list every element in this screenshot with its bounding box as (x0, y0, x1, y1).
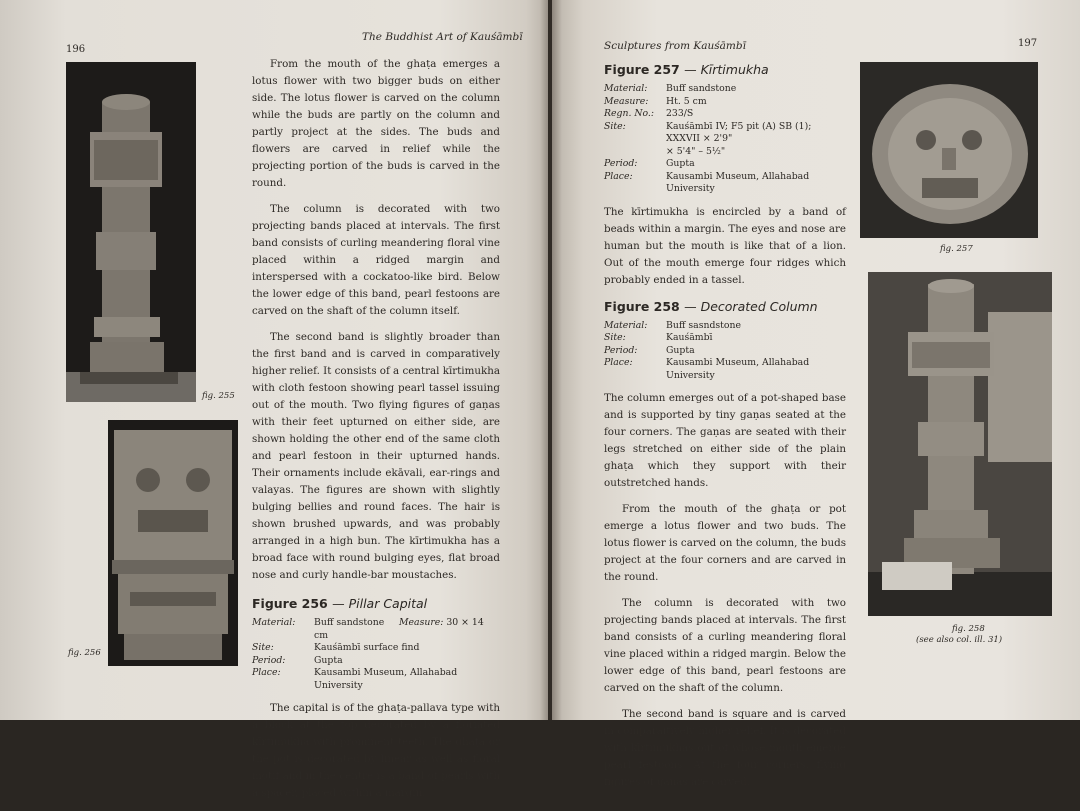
period-value: Gupta (314, 654, 343, 666)
page-number-right: 197 (1018, 38, 1038, 49)
left-page (0, 0, 548, 799)
site-label: Site: (604, 120, 626, 132)
figure-258-heading (604, 299, 846, 314)
place-label: Place: (604, 357, 633, 368)
paragraph (604, 501, 846, 586)
paragraph-text: The kīrtimukha is encircled by a band of beads within a margin. The eyes and nose are human but the mouth is like that of a lion. Out of the mouth emerge four ridges which probably ended in a tassel. (604, 205, 846, 286)
material-label: Material: (252, 617, 296, 628)
figure-256-photo (108, 420, 238, 666)
figure-257-photo (860, 62, 1038, 238)
page-number-left: 196 (66, 44, 86, 55)
book-gutter (540, 0, 562, 720)
figure-256-caption: fig. 256 (68, 648, 101, 658)
material-label: Material: (604, 83, 648, 94)
site-value-line1: Kauśāmbī IV; F5 pit (A) SB (1); XXXVII × 2'9" (666, 120, 812, 144)
material-value: Buff sasndstone (666, 319, 741, 331)
place-value: Kausambi Museum, Allahabad University (314, 667, 458, 691)
figure-258-note: (see also col. ill. 31) (916, 635, 1003, 645)
figure-258-metadata (604, 320, 846, 383)
figure-258-caption: fig. 258 (952, 624, 985, 634)
figure-258-photo (868, 272, 1052, 616)
site-value: Kauśāmbī surface find (314, 642, 420, 653)
right-text-column (604, 62, 846, 800)
paragraph (252, 329, 500, 584)
figure-257-subtitle: — Kīrtimukha (684, 62, 769, 77)
right-page (552, 0, 1080, 788)
period-label: Period: (252, 654, 286, 666)
paragraph (604, 204, 846, 289)
paragraph (252, 56, 500, 192)
paragraph-text: The column is decorated with two projecting bands placed at intervals. The first band consists of curling meandering floral vine placed within a ridged margin and interspersed with a cockatoo-like bird. Below the lower edge of this band, pearl festoons are carved on the shaft of the column itself. (252, 203, 500, 317)
regn-label: Regn. No.: (604, 108, 655, 119)
period-value: Gupta (666, 158, 695, 169)
period-label: Period: (604, 158, 638, 169)
measure-value: Ht. 5 cm (666, 95, 707, 107)
paragraph-text: The second band is square and is carved in comparaitively higher relief. It is decorated with kīrtimukhas out of whose mouth emerge pearl festoons. At the four corners, flying figures of gaṇas are carved. (604, 708, 846, 788)
material-value: Buff sandstone (666, 83, 737, 94)
running-head-right: Sculptures from Kauśāmbī (604, 40, 746, 52)
running-head-left: The Buddhist Art of Kauśāmbī (362, 31, 523, 43)
paragraph (604, 706, 846, 791)
material-label: Material: (604, 319, 648, 331)
figure-256-title: Figure 256 (252, 596, 328, 611)
material-value: Buff sandstone (314, 617, 385, 628)
figure-255-photo (66, 62, 196, 402)
period-value: Gupta (666, 344, 695, 356)
figure-257-metadata (604, 83, 846, 196)
figure-258-title: Figure 258 (604, 298, 680, 314)
figure-255-caption: fig. 255 (202, 391, 235, 401)
figure-256-subtitle: — Pillar Capital (332, 596, 428, 611)
period-label: Period: (604, 344, 638, 356)
place-label: Place: (604, 170, 633, 182)
measure-label: Measure: (399, 617, 444, 628)
place-label: Place: (252, 667, 281, 678)
paragraph-text: The column emerges out of a pot-shaped base and is supported by tiny gaṇas seated at the four corners. The gaṇas are seated with their legs stretched on either side of the plain ghaṭa which they support with their outstretched hands. (604, 392, 846, 489)
regn-value: 233/S (666, 108, 694, 119)
paragraph-text: The column is decorated with two projecting bands placed at intervals. The first band consists of a curling meandering floral vine placed within a ridged margin. Below the lower edge of this band, pearl festoons are carved on the shaft of the column. (604, 597, 846, 694)
place-value: Kausambi Museum, Allahabad University (666, 170, 810, 194)
paragraph (252, 700, 500, 802)
measure-value: 30 × 14 cm (314, 617, 484, 641)
place-value: Kausambi Museum, Allahabad University (666, 357, 810, 381)
figure-257-heading (604, 62, 846, 77)
figure-256-heading (252, 596, 500, 611)
paragraph (604, 390, 846, 492)
site-label: Site: (252, 642, 274, 653)
paragraph-text: The capital is of the ghaṭa-pallava type with a block at the top decorated by a floriated kīrtimukha with prominent teeth. The ghaṭa or the pot is decorated by linear as well as floral motif and in the centre is a band of pearls with a spacer, placed within a margin. (252, 702, 500, 799)
paragraph (604, 595, 846, 697)
paragraph-text: From the mouth of the ghaṭa or pot emerge a lotus flower and two buds. The lotus flower is carved on the column, the buds project at the four corners and are carved in the round. (604, 503, 846, 583)
figure-256-metadata (252, 617, 500, 692)
figure-257-title: Figure 257 (604, 62, 680, 77)
paragraph (252, 201, 500, 320)
site-value: Kauśāmbī (666, 332, 713, 343)
site-value-line2: × 5'4" – 5½" (666, 145, 726, 157)
left-text-column (252, 56, 500, 811)
measure-label: Measure: (604, 95, 649, 107)
paragraph-text: The second band is slightly broader than the first band and is carved in comparatively higher relief. It consists of a central kīrtimukha with cloth festoon showing pearl tassel issuing out of the mouth. Two flying figures of gaṇas with their feet upturned on either side, are shown holding the other end of the same cloth and pearl festoon in their upturned hands. Their ornaments include ekāvali, ear-rings and valayas. The figures are shown with slightly bulging bellies and round faces. The hair is shown brushed upwards, and was probably arranged in a high bun. The kīrtimukha has a broad face with round bulging eyes, flat broad nose and curly handle-bar moustaches. (252, 331, 501, 581)
figure-258-subtitle: — Decorated Column (684, 298, 818, 314)
figure-257-caption: fig. 257 (940, 244, 973, 254)
paragraph-text: From the mouth of the ghaṭa emerges a lotus flower with two bigger buds on either side. The lotus flower is carved on the column while the buds are partly on the column and partly project at the sides. The buds and flowers are carved in relief while the projecting portion of the buds is carved in the round. (252, 58, 500, 189)
site-label: Site: (604, 332, 626, 343)
